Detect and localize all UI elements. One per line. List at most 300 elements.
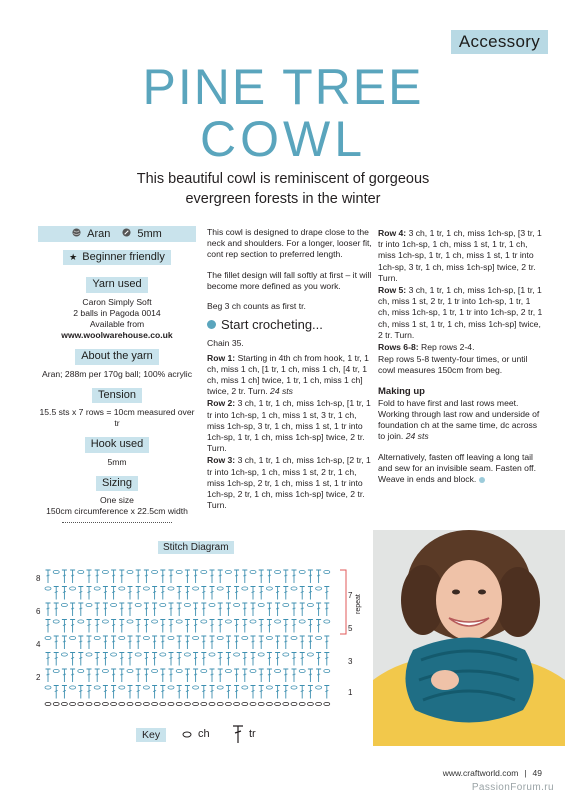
treble-stitch bbox=[267, 603, 272, 616]
yarn-name: Caron Simply Soft bbox=[82, 296, 152, 307]
row-number-left-3: 4 bbox=[36, 640, 41, 649]
foundation-chain bbox=[152, 702, 158, 705]
treble-stitch bbox=[128, 636, 133, 649]
treble-stitch bbox=[201, 587, 206, 600]
row-number-right-1: 7 bbox=[348, 591, 353, 600]
yarn-amount: 2 balls in Pagoda 0014 bbox=[73, 307, 161, 318]
treble-stitch bbox=[62, 620, 67, 633]
key-heading: Key bbox=[136, 728, 166, 742]
sizing-heading: Sizing bbox=[96, 476, 138, 491]
foundation-chain bbox=[102, 702, 108, 705]
treble-stitch bbox=[185, 587, 190, 600]
chain-stitch bbox=[127, 669, 133, 672]
chain-stitch bbox=[291, 636, 297, 639]
treble-stitch bbox=[210, 587, 215, 600]
treble-stitch bbox=[169, 653, 174, 666]
foundation-chain bbox=[127, 702, 133, 705]
tension-heading: Tension bbox=[92, 388, 142, 403]
treble-stitch bbox=[226, 653, 231, 666]
foundation-chain bbox=[234, 702, 240, 705]
star-icon: ★ bbox=[69, 252, 78, 263]
chain-stitch bbox=[45, 636, 51, 639]
foundation-chain bbox=[258, 702, 264, 705]
treble-stitch bbox=[275, 636, 280, 649]
chain-stitch bbox=[94, 587, 100, 590]
treble-stitch bbox=[62, 686, 67, 699]
treble-stitch bbox=[308, 686, 313, 699]
treble-stitch bbox=[177, 686, 182, 699]
treble-stitch bbox=[46, 620, 51, 633]
chain-stitch bbox=[160, 603, 166, 606]
foundation-chain bbox=[111, 702, 117, 705]
chain-stitch bbox=[266, 686, 272, 689]
treble-stitch bbox=[46, 603, 51, 616]
treble-stitch bbox=[324, 636, 329, 649]
treble-stitch bbox=[128, 653, 133, 666]
treble-stitch bbox=[185, 620, 190, 633]
treble-stitch bbox=[160, 620, 165, 633]
treble-stitch bbox=[95, 570, 100, 583]
treble-stitch bbox=[300, 653, 305, 666]
treble-stitch bbox=[103, 587, 108, 600]
chain-stitch bbox=[225, 669, 231, 672]
treble-stitch bbox=[185, 570, 190, 583]
chain-stitch bbox=[250, 669, 256, 672]
row-number-left-2: 6 bbox=[36, 607, 41, 616]
treble-stitch bbox=[234, 570, 239, 583]
chain-stitch bbox=[299, 570, 305, 573]
treble-stitch bbox=[136, 570, 141, 583]
treble-stitch bbox=[185, 686, 190, 699]
treble-stitch bbox=[316, 620, 321, 633]
foundation-chain bbox=[78, 702, 84, 705]
treble-stitch bbox=[267, 669, 272, 682]
treble-stitch bbox=[87, 570, 92, 583]
chain-stitch bbox=[316, 686, 322, 689]
footer-divider: | bbox=[524, 768, 527, 778]
treble-stitch bbox=[251, 653, 256, 666]
chain-stitch bbox=[201, 669, 207, 672]
section-tag: Accessory bbox=[451, 30, 548, 54]
treble-stitch bbox=[128, 603, 133, 616]
chain-stitch bbox=[143, 686, 149, 689]
treble-stitch bbox=[234, 636, 239, 649]
chain-stitch bbox=[152, 570, 158, 573]
treble-stitch bbox=[70, 570, 75, 583]
treble-stitch bbox=[316, 603, 321, 616]
treble-stitch bbox=[316, 669, 321, 682]
treble-stitch bbox=[54, 587, 59, 600]
foundation-chain bbox=[324, 702, 330, 705]
treble-stitch bbox=[226, 587, 231, 600]
treble-stitch bbox=[308, 620, 313, 633]
chain-stitch bbox=[111, 653, 117, 656]
chain-stitch bbox=[70, 686, 76, 689]
treble-stitch bbox=[111, 620, 116, 633]
treble-stitch bbox=[292, 570, 297, 583]
treble-stitch bbox=[193, 603, 198, 616]
end-dot-icon bbox=[479, 477, 485, 483]
treble-stitch bbox=[144, 653, 149, 666]
treble-stitch bbox=[283, 686, 288, 699]
foundation-chain bbox=[53, 702, 59, 705]
chain-stitch bbox=[176, 570, 182, 573]
chain-stitch bbox=[258, 603, 264, 606]
treble-stitch bbox=[283, 570, 288, 583]
row-number-right-3: 3 bbox=[348, 657, 353, 666]
circumference-text: 150cm circumference x 22.5cm width bbox=[46, 506, 188, 517]
treble-stitch bbox=[193, 653, 198, 666]
chain-stitch bbox=[86, 653, 92, 656]
hook-used-heading: Hook used bbox=[85, 437, 150, 452]
treble-stitch bbox=[283, 620, 288, 633]
treble-stitch bbox=[275, 686, 280, 699]
chain-stitch bbox=[61, 603, 67, 606]
chain-stitch bbox=[152, 669, 158, 672]
treble-stitch bbox=[152, 686, 157, 699]
chain-stitch bbox=[266, 636, 272, 639]
chain-stitch bbox=[275, 669, 281, 672]
chain-stitch bbox=[201, 570, 207, 573]
treble-stitch bbox=[160, 570, 165, 583]
treble-stitch bbox=[160, 686, 165, 699]
treble-stitch bbox=[111, 636, 116, 649]
foundation-chain bbox=[70, 702, 76, 705]
page-footer bbox=[443, 768, 542, 778]
tension-text: 15.5 sts x 7 rows = 10cm measured over tr bbox=[39, 407, 195, 429]
chain-stitch bbox=[53, 669, 59, 672]
treble-stitch bbox=[324, 587, 329, 600]
treble-stitch bbox=[308, 669, 313, 682]
treble-stitch bbox=[242, 570, 247, 583]
treble-stitch bbox=[267, 620, 272, 633]
treble-stitch bbox=[234, 686, 239, 699]
repeat-instruction: Rep rows 5-8 twenty-four times, or until cowl measures 150cm from beg. bbox=[378, 354, 528, 376]
about-yarn-heading: About the yarn bbox=[75, 349, 159, 364]
treble-stitch bbox=[95, 653, 100, 666]
fillet-note: The fillet design will fall softly at first – it will become more defined as you work. bbox=[207, 269, 372, 291]
foundation-chain bbox=[184, 702, 190, 705]
treble-stitch bbox=[201, 686, 206, 699]
treble-stitch bbox=[308, 636, 313, 649]
chain-stitch bbox=[168, 686, 174, 689]
foundation-chain bbox=[119, 702, 125, 705]
chain-stitch bbox=[283, 653, 289, 656]
chain-stitch bbox=[266, 587, 272, 590]
treble-stitch bbox=[62, 636, 67, 649]
treble-stitch bbox=[136, 669, 141, 682]
chain-stitch bbox=[102, 620, 108, 623]
treble-stitch bbox=[160, 587, 165, 600]
treble-stitch bbox=[316, 653, 321, 666]
treble-stitch bbox=[46, 669, 51, 682]
chain-stitch bbox=[78, 620, 84, 623]
treble-stitch bbox=[78, 686, 83, 699]
treble-stitch bbox=[119, 620, 124, 633]
chain-stitch bbox=[291, 686, 297, 689]
treble-stitch bbox=[210, 620, 215, 633]
treble-stitch bbox=[292, 669, 297, 682]
chain-stitch bbox=[275, 620, 281, 623]
chain-stitch bbox=[283, 603, 289, 606]
treble-stitch bbox=[169, 669, 174, 682]
chain-stitch bbox=[78, 570, 84, 573]
chain-stitch bbox=[184, 603, 190, 606]
treble-stitch bbox=[193, 669, 198, 682]
treble-stitch bbox=[111, 686, 116, 699]
stitch-diagram-title: Stitch Diagram bbox=[158, 541, 234, 554]
foundation-chain bbox=[94, 702, 100, 705]
treble-stitch bbox=[87, 686, 92, 699]
chain-stitch bbox=[217, 686, 223, 689]
chain-stitch bbox=[135, 653, 141, 656]
treble-stitch bbox=[111, 570, 116, 583]
chain-stitch bbox=[193, 636, 199, 639]
chain-stitch bbox=[217, 587, 223, 590]
row-number-right-2: 5 bbox=[348, 624, 353, 633]
finish-text: Alternatively, fasten off leaving a long tail and sew for an invisible seam. Fasten off. Weave in ends and block. bbox=[378, 451, 536, 485]
foundation-chain bbox=[135, 702, 141, 705]
treble-stitch bbox=[242, 620, 247, 633]
chain-stitch bbox=[217, 636, 223, 639]
chain-stitch bbox=[316, 636, 322, 639]
start-heading: Start crocheting... bbox=[207, 319, 373, 330]
treble-stitch bbox=[54, 603, 59, 616]
page-number: 49 bbox=[532, 768, 542, 778]
chain-stitch bbox=[119, 686, 125, 689]
treble-stitch bbox=[324, 686, 329, 699]
chain-stitch bbox=[168, 587, 174, 590]
about-yarn-text: Aran; 288m per 170g ball; 100% acrylic bbox=[42, 368, 192, 379]
treble-stitch bbox=[78, 636, 83, 649]
treble-stitch bbox=[152, 636, 157, 649]
chain-stitch bbox=[70, 636, 76, 639]
treble-stitch bbox=[292, 603, 297, 616]
treble-stitch bbox=[46, 653, 51, 666]
treble-stitch bbox=[160, 636, 165, 649]
treble-stitch bbox=[275, 653, 280, 666]
chain-stitch bbox=[102, 669, 108, 672]
treble-stitch bbox=[226, 686, 231, 699]
chain-stitch bbox=[258, 653, 264, 656]
treble-stitch bbox=[234, 669, 239, 682]
row-5: Row 5: 3 ch, 1 tr, 1 ch, miss 1ch-sp, [1 tr, 1 ch, miss 1 st, 2 tr, 1 tr into 1ch-sp, 1 tr, 1 ch, miss 1ch-sp, 1 tr, 1 tr into 1ch-sp, 2 tr, 1 ch, miss 1 st, 1 tr, 1 ch, miss 1ch-sp] twice, 2 tr. Turn. bbox=[378, 285, 543, 340]
level-pill: ★ Beginner friendly bbox=[63, 250, 171, 265]
treble-stitch bbox=[218, 620, 223, 633]
chain-stitch bbox=[127, 620, 133, 623]
foundation-chain bbox=[225, 702, 231, 705]
treble-stitch bbox=[226, 603, 231, 616]
chain-stitch bbox=[242, 587, 248, 590]
treble-stitch bbox=[70, 620, 75, 633]
treble-stitch bbox=[267, 570, 272, 583]
treble-stitch bbox=[177, 636, 182, 649]
treble-stitch bbox=[103, 653, 108, 666]
treble-stitch bbox=[103, 636, 108, 649]
foundation-chain bbox=[86, 702, 92, 705]
foundation-chain bbox=[250, 702, 256, 705]
treble-stitch bbox=[292, 620, 297, 633]
treble-stitch bbox=[136, 587, 141, 600]
treble-stitch bbox=[259, 587, 264, 600]
treble-stitch bbox=[324, 653, 329, 666]
pattern-column-1 bbox=[207, 227, 373, 512]
key-chain: ch bbox=[182, 728, 210, 740]
dotted-divider bbox=[62, 521, 172, 523]
chain-stitch bbox=[102, 570, 108, 573]
treble-stitch bbox=[259, 636, 264, 649]
chain-stitch bbox=[324, 669, 330, 672]
treble-stitch bbox=[128, 686, 133, 699]
treble-stitch bbox=[169, 620, 174, 633]
chain-stitch bbox=[119, 587, 125, 590]
treble-stitch bbox=[210, 570, 215, 583]
hook-used-text: 5mm bbox=[107, 456, 127, 467]
page-title-line1: PINE TREE bbox=[142, 59, 424, 115]
foundation-chain bbox=[209, 702, 215, 705]
treble-stitch bbox=[87, 587, 92, 600]
treble-stitch bbox=[259, 686, 264, 699]
foundation-chain bbox=[61, 702, 67, 705]
treble-stitch bbox=[87, 636, 92, 649]
treble-stitch bbox=[128, 587, 133, 600]
foundation-chain bbox=[283, 702, 289, 705]
chain-stitch bbox=[86, 603, 92, 606]
chain-stitch bbox=[193, 587, 199, 590]
size-text: One size bbox=[100, 495, 134, 506]
page-title-line2: COWL bbox=[200, 111, 366, 167]
chain-stitch bbox=[70, 587, 76, 590]
treble-stitch bbox=[54, 636, 59, 649]
chain-stitch bbox=[61, 653, 67, 656]
treble-stitch bbox=[54, 686, 59, 699]
row-number-left-1: 8 bbox=[36, 574, 41, 583]
watermark: PassionForum.ru bbox=[471, 782, 554, 793]
specs-panel bbox=[38, 226, 196, 531]
chain-stitch bbox=[143, 587, 149, 590]
chain-stitch bbox=[299, 620, 305, 623]
beg-note: Beg 3 ch counts as first tr. bbox=[207, 301, 306, 312]
chain-stitch bbox=[291, 587, 297, 590]
treble-stitch bbox=[234, 620, 239, 633]
chain-stitch bbox=[45, 686, 51, 689]
treble-stitch bbox=[218, 669, 223, 682]
treble-stitch bbox=[201, 636, 206, 649]
available-from: Available from bbox=[89, 319, 145, 330]
treble-stitch bbox=[103, 686, 108, 699]
treble-stitch bbox=[119, 653, 124, 666]
chain-stitch bbox=[94, 636, 100, 639]
treble-stitch bbox=[218, 653, 223, 666]
treble-stitch bbox=[169, 570, 174, 583]
chain-stitch bbox=[324, 620, 330, 623]
chain-stitch bbox=[143, 636, 149, 639]
chain-stitch bbox=[45, 587, 51, 590]
foundation-chain bbox=[266, 702, 272, 705]
pattern-column-2 bbox=[378, 228, 544, 494]
foundation-chain bbox=[275, 702, 281, 705]
treble-stitch bbox=[242, 653, 247, 666]
site-url[interactable]: www.craftworld.com bbox=[442, 768, 519, 778]
standfirst: This beautiful cowl is reminiscent of gorgeous evergreen forests in the winter bbox=[136, 171, 430, 207]
treble-stitch bbox=[210, 669, 215, 682]
foundation-chain bbox=[176, 702, 182, 705]
weight-hook-pill: Aran 5mm bbox=[38, 226, 196, 242]
chain-stitch bbox=[176, 620, 182, 623]
yarn-used-heading: Yarn used bbox=[86, 277, 147, 292]
chain-instruction: Chain 35. bbox=[207, 338, 244, 349]
chain-stitch bbox=[160, 653, 166, 656]
treble-stitch bbox=[70, 653, 75, 666]
treble-stitch bbox=[300, 636, 305, 649]
model-photo-image bbox=[373, 530, 565, 746]
chain-stitch bbox=[250, 620, 256, 623]
treble-stitch bbox=[308, 570, 313, 583]
treble-stitch bbox=[300, 686, 305, 699]
treble-stitch bbox=[201, 653, 206, 666]
treble-stitch bbox=[283, 636, 288, 649]
stitch-diagram bbox=[34, 562, 364, 712]
foundation-chain bbox=[160, 702, 166, 705]
foundation-chain bbox=[307, 702, 313, 705]
treble-stitch bbox=[119, 669, 124, 682]
chain-stitch bbox=[225, 620, 231, 623]
chain-stitch bbox=[307, 653, 313, 656]
treble-stitch bbox=[234, 587, 239, 600]
treble-stitch bbox=[136, 636, 141, 649]
treble-stitch bbox=[78, 653, 83, 666]
treble-stitch bbox=[62, 669, 67, 682]
intro-text: This cowl is designed to drape close to the neck and shoulders. For a longer, looser fit, cont rep section to preferred length. bbox=[207, 227, 372, 260]
chain-stitch bbox=[127, 570, 133, 573]
chain-stitch bbox=[250, 570, 256, 573]
foundation-chain bbox=[299, 702, 305, 705]
repeat-label: repeat bbox=[355, 594, 362, 614]
chain-stitch bbox=[299, 669, 305, 672]
foundation-chain bbox=[217, 702, 223, 705]
treble-stitch bbox=[160, 669, 165, 682]
treble-stitch bbox=[259, 669, 264, 682]
chain-stitch bbox=[184, 653, 190, 656]
treble-stitch bbox=[62, 570, 67, 583]
row-4: Row 4: 3 ch, 1 tr, 1 ch, miss 1ch-sp, [3 tr, 1 tr into 1ch-sp, 1 ch, miss 1 st, 1 tr, 1 ch, miss 1ch-sp, 1 tr, 1 ch, miss 1 st, 1 tr into 1ch-sp, 3 tr, 1 ch, miss 1ch-sp] twice, 2 tr. Turn. bbox=[378, 228, 542, 283]
treble-stitch bbox=[300, 603, 305, 616]
chain-stitch bbox=[234, 603, 240, 606]
chain-stitch bbox=[135, 603, 141, 606]
treble-stitch bbox=[152, 653, 157, 666]
foundation-chain bbox=[242, 702, 248, 705]
chain-stitch bbox=[119, 636, 125, 639]
chain-stitch bbox=[78, 669, 84, 672]
foundation-chain bbox=[45, 702, 51, 705]
chain-stitch bbox=[168, 636, 174, 639]
treble-stitch bbox=[87, 669, 92, 682]
chain-stitch bbox=[324, 570, 330, 573]
treble-stitch bbox=[259, 620, 264, 633]
treble-stitch bbox=[275, 603, 280, 616]
treble-stitch bbox=[152, 603, 157, 616]
treble-stitch bbox=[242, 603, 247, 616]
supplier-link[interactable]: www.woolwarehouse.co.uk bbox=[61, 330, 173, 341]
treble-stitch bbox=[283, 587, 288, 600]
treble-stitch bbox=[185, 636, 190, 649]
treble-stitch bbox=[169, 603, 174, 616]
treble-stitch bbox=[242, 669, 247, 682]
treble-stitch bbox=[78, 603, 83, 616]
foundation-chain bbox=[291, 702, 297, 705]
chain-stitch bbox=[53, 570, 59, 573]
treble-stitch bbox=[111, 669, 116, 682]
